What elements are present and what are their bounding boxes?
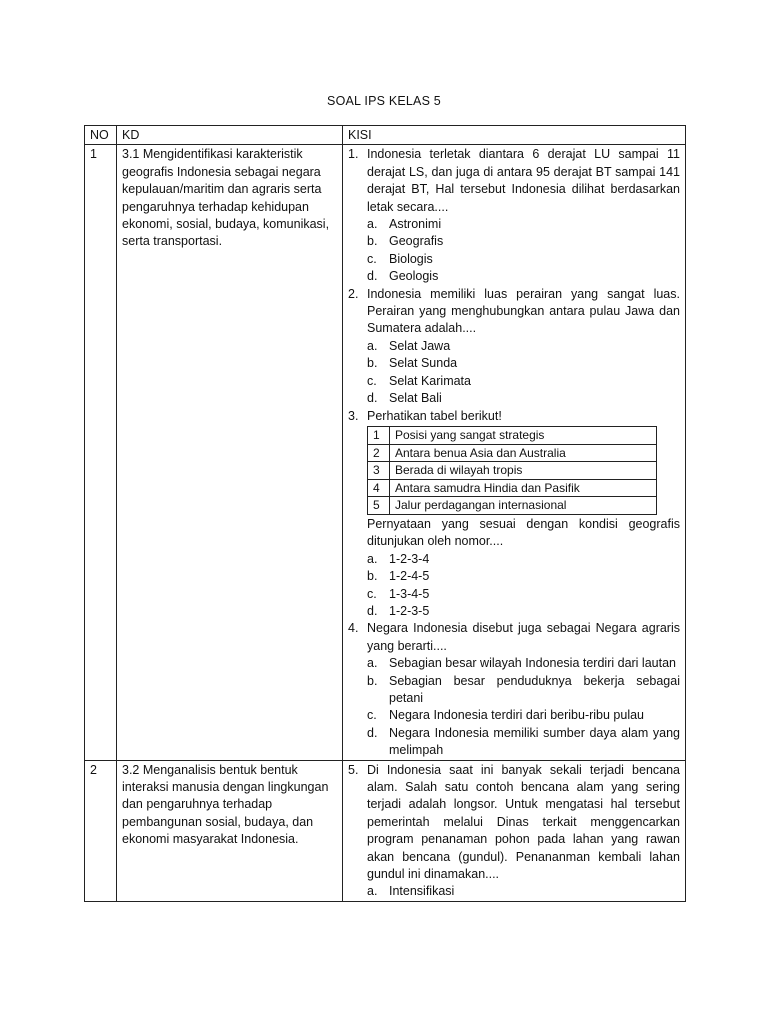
statement-row bbox=[368, 426, 657, 444]
option-text: Selat Jawa bbox=[389, 338, 451, 353]
option-letter: d. bbox=[367, 269, 378, 284]
option-text: Geografis bbox=[389, 234, 444, 249]
statement-number: 2 bbox=[368, 444, 390, 462]
option-letter: a. bbox=[367, 656, 378, 671]
question-number: 5. bbox=[348, 762, 359, 777]
header-kisi: KISI bbox=[343, 126, 686, 145]
option-letter: b. bbox=[367, 356, 378, 371]
soal-table bbox=[84, 125, 686, 902]
option-letter: b. bbox=[367, 234, 378, 249]
question bbox=[348, 286, 680, 338]
option bbox=[348, 725, 680, 760]
question-number: 4. bbox=[348, 621, 359, 636]
kisi-cell bbox=[343, 145, 686, 760]
row-number: 1 bbox=[85, 145, 117, 760]
question-continuation: Pernyataan yang sesuai dengan kondisi geografis ditunjukan oleh nomor.... bbox=[367, 516, 680, 549]
option bbox=[348, 568, 680, 585]
statement-text: Antara samudra Hindia dan Pasifik bbox=[390, 479, 657, 497]
statement-number: 1 bbox=[368, 426, 390, 444]
option bbox=[348, 551, 680, 568]
table-header-row bbox=[85, 126, 686, 145]
statement-row bbox=[368, 444, 657, 462]
statement-row bbox=[368, 497, 657, 515]
option-text: 1-2-3-5 bbox=[389, 603, 430, 618]
option-text: Sebagian besar penduduknya bekerja sebagai petani bbox=[389, 673, 680, 705]
statement-text: Posisi yang sangat strategis bbox=[390, 426, 657, 444]
option-letter: c. bbox=[367, 373, 377, 388]
option-letter: c. bbox=[367, 251, 377, 266]
question-number: 2. bbox=[348, 286, 359, 301]
question-text: Negara Indonesia disebut juga sebagai Negara agraris yang berarti.... bbox=[367, 621, 680, 653]
option bbox=[348, 233, 680, 250]
question-text: Di Indonesia saat ini banyak sekali terjadi bencana alam. Salah satu contoh bencana alam yang sering terjadi adalah longsor. Untuk mengatasi hal tersebut pemerintah melalui Dinas terkait menggencarkan program penanaman pohon pada lahan yang rawan akan bencana (gundul). Penananman kembali lahan gundul ini dinamakan.... bbox=[367, 762, 680, 881]
question-number: 3. bbox=[348, 408, 359, 423]
option-text: Intensifikasi bbox=[389, 884, 455, 899]
row-number: 2 bbox=[85, 760, 117, 901]
option-text: 1-2-3-4 bbox=[389, 551, 430, 566]
statement-row bbox=[368, 479, 657, 497]
kd-cell: 3.1 Mengidentifikasi karakteristik geografis Indonesia sebagai negara kepulauan/maritim dan agraris serta pengaruhnya terhadap kehidupan ekonomi, sosial, budaya, komunikasi, serta transportasi. bbox=[117, 145, 343, 760]
question-text: Perhatikan tabel berikut! bbox=[367, 408, 502, 423]
option-letter: a. bbox=[367, 338, 378, 353]
option-text: Sebagian besar wilayah Indonesia terdiri dari lautan bbox=[389, 656, 676, 671]
option-text: Selat Sunda bbox=[389, 356, 458, 371]
option bbox=[348, 673, 680, 708]
option-text: 1-3-4-5 bbox=[389, 586, 430, 601]
statement-row bbox=[368, 462, 657, 480]
option bbox=[348, 373, 680, 390]
page-title: SOAL IPS KELAS 5 bbox=[327, 94, 441, 108]
question bbox=[348, 408, 680, 425]
option-letter: b. bbox=[367, 673, 378, 688]
option-text: 1-2-4-5 bbox=[389, 569, 430, 584]
option bbox=[348, 603, 680, 620]
statement-text: Berada di wilayah tropis bbox=[390, 462, 657, 480]
question bbox=[348, 620, 680, 655]
option bbox=[348, 586, 680, 603]
question-text: Indonesia terletak diantara 6 derajat LU sampai 11 derajat LS, dan juga di antara 95 derajat BT sampai 141 derajat BT, Hal tersebut Indonesia dilihat berdasarkan letak secara.... bbox=[367, 147, 680, 214]
option bbox=[348, 707, 680, 724]
question-number: 1. bbox=[348, 147, 359, 162]
option bbox=[348, 355, 680, 372]
option bbox=[348, 251, 680, 268]
question bbox=[348, 762, 680, 884]
question-text: Indonesia memiliki luas perairan yang sangat luas. Perairan yang menghubungkan antara pulau Jawa dan Sumatera adalah.... bbox=[367, 286, 680, 336]
option bbox=[348, 268, 680, 285]
statement-number: 3 bbox=[368, 462, 390, 480]
question bbox=[348, 146, 680, 216]
option-letter: d. bbox=[367, 603, 378, 618]
option-letter: a. bbox=[367, 551, 378, 566]
option bbox=[348, 338, 680, 355]
option-letter: c. bbox=[367, 708, 377, 723]
kd-cell: 3.2 Menganalisis bentuk bentuk interaksi manusia dengan lingkungan dan pengaruhnya terhadap pembangunan sosial, budaya, dan ekonomi masyarakat Indonesia. bbox=[117, 760, 343, 901]
option bbox=[348, 883, 680, 900]
table-row bbox=[85, 145, 686, 760]
statement-number: 4 bbox=[368, 479, 390, 497]
option-text: Selat Bali bbox=[389, 391, 442, 406]
option-letter: a. bbox=[367, 884, 378, 899]
header-kd: KD bbox=[117, 126, 343, 145]
option-text: Astronimi bbox=[389, 217, 442, 232]
option-text: Biologis bbox=[389, 251, 433, 266]
option-letter: b. bbox=[367, 569, 378, 584]
header-no: NO bbox=[85, 126, 117, 145]
statement-table bbox=[367, 426, 657, 515]
option-text: Negara Indonesia terdiri dari beribu-ribu pulau bbox=[389, 708, 645, 723]
statement-number: 5 bbox=[368, 497, 390, 515]
option-text: Selat Karimata bbox=[389, 373, 471, 388]
option bbox=[348, 655, 680, 672]
statement-text: Jalur perdagangan internasional bbox=[390, 497, 657, 515]
option-letter: a. bbox=[367, 217, 378, 232]
option bbox=[348, 390, 680, 407]
option bbox=[348, 216, 680, 233]
statement-text: Antara benua Asia dan Australia bbox=[390, 444, 657, 462]
option-letter: d. bbox=[367, 391, 378, 406]
table-row bbox=[85, 760, 686, 901]
option-text: Geologis bbox=[389, 269, 439, 284]
kisi-cell bbox=[343, 760, 686, 901]
option-letter: d. bbox=[367, 725, 378, 740]
option-text: Negara Indonesia memiliki sumber daya alam yang melimpah bbox=[389, 725, 680, 758]
option-letter: c. bbox=[367, 586, 377, 601]
